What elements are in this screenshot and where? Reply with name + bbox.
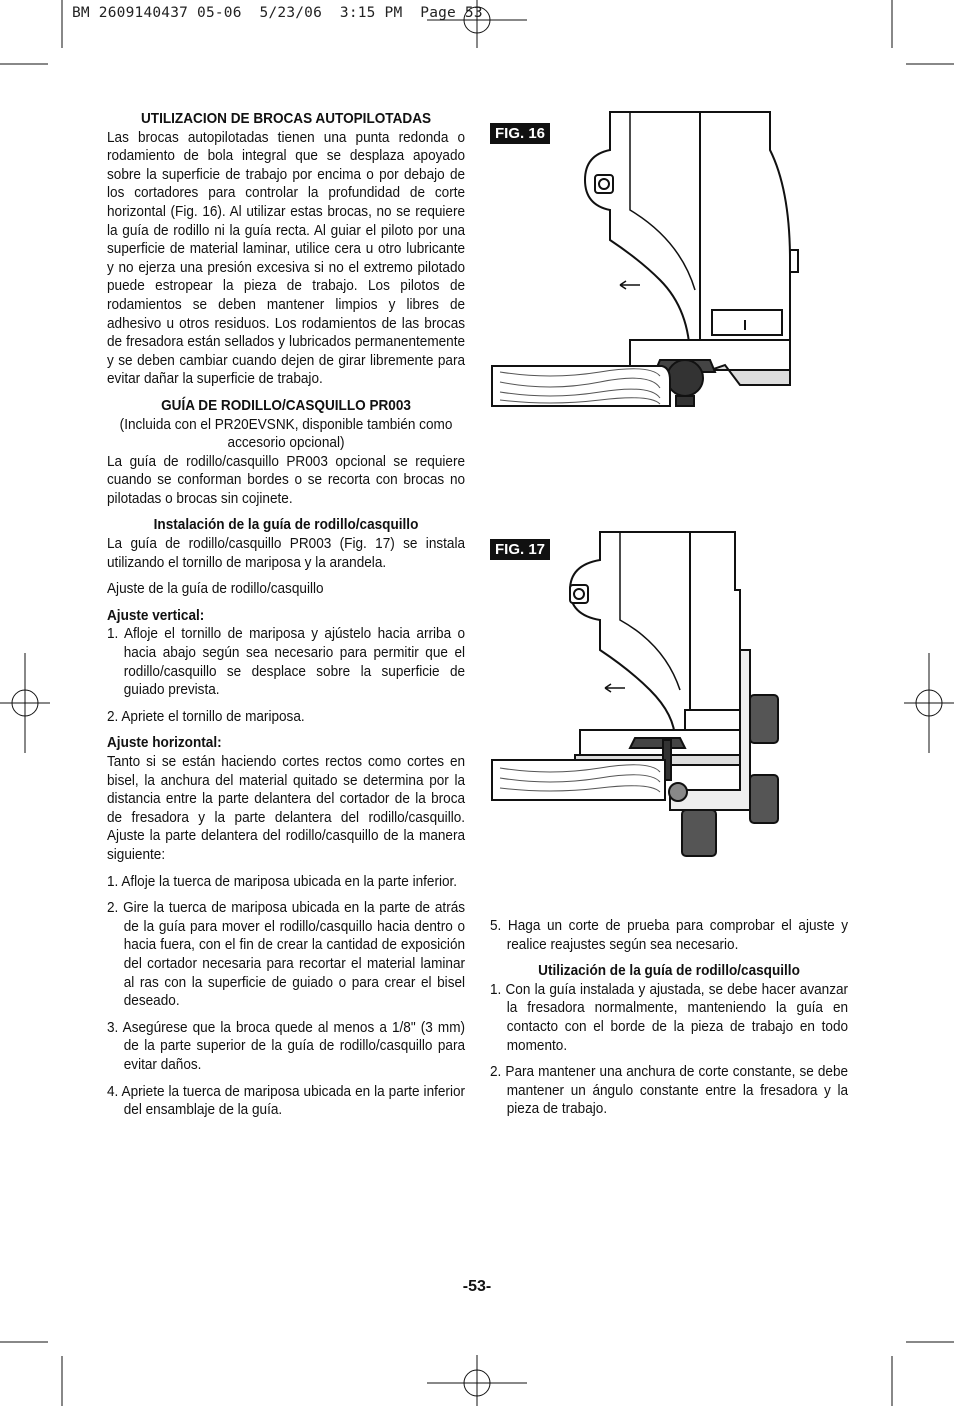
list-item-vertical-2: 2. Apriete el tornillo de mariposa. bbox=[107, 708, 305, 725]
paragraph-ajuste: Ajuste de la guía de rodillo/casquillo bbox=[107, 581, 324, 598]
registration-mark-left bbox=[0, 653, 50, 753]
printer-slug: BM 2609140437 05-06 5/23/06 3:15 PM Page 53 bbox=[72, 5, 483, 21]
list-item-vertical-1: 1. Afloje el tornillo de mariposa y ajústelo hacia arriba o hacia abajo según sea necesario para permitir que el rodillo/casquillo se desplace sobre la superficie de guiado prevista. bbox=[107, 626, 466, 699]
list-item-horizontal-5: 5. Haga un corte de prueba para comprobar el ajuste y realice reajustes según sea necesario. bbox=[490, 918, 849, 953]
list-item-horizontal-4: 4. Apriete la tuerca de mariposa ubicada en la parte inferior del ensamblaje de la guía. bbox=[107, 1083, 466, 1119]
list-item-horizontal-3: 3. Asegúrese que la broca quede al menos a 1/8" (3 mm) de la parte superior de la guía de rodillo/casquillo para evitar daños. bbox=[107, 1019, 466, 1073]
page-number: -53- bbox=[462, 1278, 492, 1295]
right-column bbox=[490, 917, 848, 1119]
left-column bbox=[107, 110, 465, 1120]
paragraph-ajuste-horizontal: Tanto si se están haciendo cortes rectos como cortes en bisel, la anchura del material quitado se determina por la distancia entre la parte delantera del cortador de la broca de fresadora y la parte delantera del rodillo/casquillo. Ajuste la parte delantera del rodillo/casquillo de la manera siguiente: bbox=[107, 754, 466, 863]
list-item-utilizacion-2: 2. Para mantener una anchura de corte constante, se debe mantener un ángulo constante entre la fresadora y la pieza de trabajo. bbox=[490, 1064, 849, 1118]
subheading-guia-rodillo: (Incluida con el PR20EVSNK, disponible también como accesorio opcional) bbox=[119, 416, 453, 452]
workpiece bbox=[492, 366, 670, 406]
paragraph-guia-rodillo: La guía de rodillo/casquillo PR003 opcional se requiere cuando se conforman bordes o se recorta con brocas no pilotadas o brocas sin cojinete. bbox=[107, 453, 466, 507]
figure-17-label: FIG. 17 bbox=[490, 539, 550, 560]
list-item-utilizacion-1: 1. Con la guía instalada y ajustada, se debe hacer avanzar la fresadora normalmente, manteniendo la guía en contacto con el borde de la pieza de trabajo en todo momento. bbox=[490, 981, 849, 1054]
heading-utilizacion-guia: Utilización de la guía de rodillo/casquillo bbox=[538, 963, 800, 980]
list-item-horizontal-2: 2. Gire la tuerca de mariposa ubicada en la parte de atrás de la guía para mover el rodillo/casquillo hacia dentro o hacia fuera, con el fin de crear la cantidad de exposición del cortador necesaria para recortar el material laminar al ras con la superficie de guiado o para crear el bisel deseado. bbox=[107, 900, 466, 1010]
paragraph-brocas-autopilotadas: Las brocas autopilotadas tienen una punta redonda o rodamiento de bola integral que se desplaza apoyado sobre la superficie de trabajo por encima o por debajo de los cortadores para controlar la profundidad de corte horizontal (Fig. 16). Al utilizar estas brocas, no se requiere la guía de rodillo ni la guía recta. Al guiar el piloto por una superficie de material laminar, utilice cera u otro lubricante y no ejerza una presión excesiva si no el extremo pilotado puede estropear la pieza de trabajo. Los pilotos de rodamientos se deben mantener limpios y libres de adhesivo u otros residuos. Los rodamientos de las brocas de fresadora están sellados y lubricados permanentemente y se deben cambiar cuando dejen de girar libremente para evitar dañar la superficie de trabajo. bbox=[107, 129, 466, 388]
heading-brocas-autopilotadas: UTILIZACION DE BROCAS AUTOPILOTADAS bbox=[141, 111, 432, 127]
list-item-horizontal-1: 1. Afloje la tuerca de mariposa ubicada en la parte inferior. bbox=[107, 873, 458, 890]
heading-ajuste-vertical: Ajuste vertical: bbox=[107, 607, 205, 624]
registration-mark-top bbox=[427, 0, 527, 48]
figure-16-router-illustration bbox=[490, 110, 850, 410]
registration-mark-bottom bbox=[427, 1355, 527, 1406]
heading-guia-rodillo: GUÍA DE RODILLO/CASQUILLO PR003 bbox=[161, 397, 411, 414]
heading-ajuste-horizontal: Ajuste horizontal: bbox=[107, 735, 222, 752]
registration-mark-right bbox=[904, 653, 954, 753]
paragraph-instalacion: La guía de rodillo/casquillo PR003 (Fig. 17) se instala utilizando el tornillo de mariposa y la arandela. bbox=[107, 536, 466, 571]
workpiece bbox=[492, 760, 665, 800]
heading-instalacion: Instalación de la guía de rodillo/casquillo bbox=[153, 517, 419, 534]
figure-16-label: FIG. 16 bbox=[490, 123, 550, 144]
figure-17-router-guide-illustration bbox=[490, 530, 850, 860]
